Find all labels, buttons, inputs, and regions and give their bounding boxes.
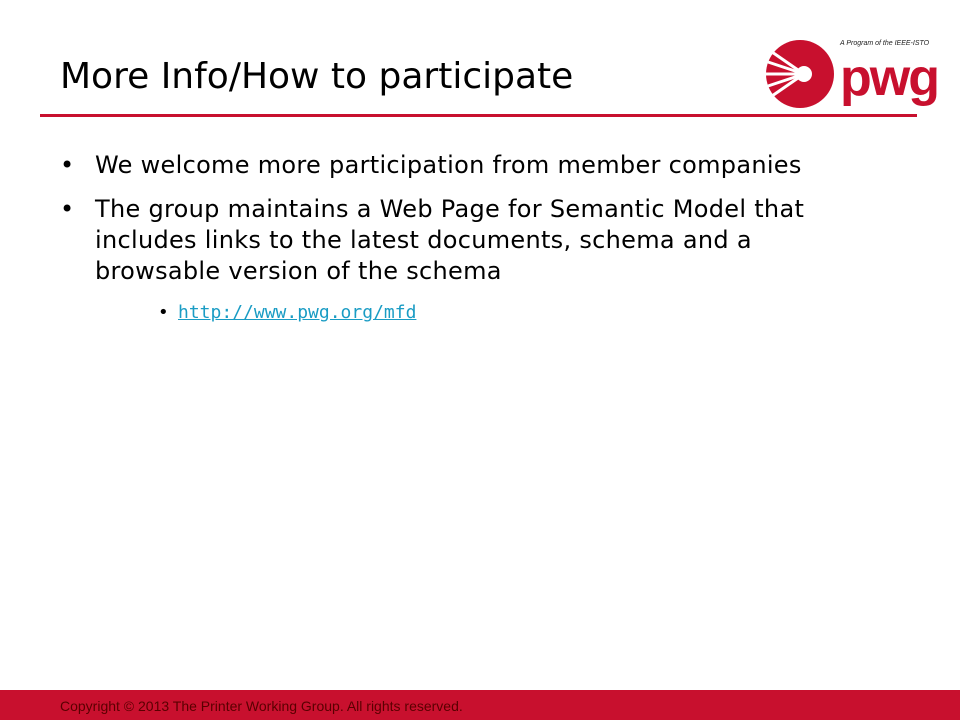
- sub-bullet-item: [158, 300, 880, 326]
- logo-tagline: A Program of the IEEE-ISTO: [840, 40, 930, 47]
- copyright-text: Copyright © 2013 The Printer Working Group. All rights reserved.: [60, 698, 463, 714]
- bullet-icon: •: [60, 195, 75, 223]
- mfd-web-page-link[interactable]: http://www.pwg.org/mfd: [178, 302, 417, 323]
- slide-title: More Info/How to participate: [60, 56, 574, 97]
- pwg-logo: [758, 34, 938, 112]
- footer-bar: [0, 690, 960, 720]
- bullet-text: The group maintains a Web Page for Semantic Model that includes links to the latest documents, schema and a browsable version of the schema: [95, 195, 805, 285]
- pwg-burst-icon: [758, 34, 838, 112]
- bullet-icon: •: [158, 302, 169, 323]
- bullet-item: [60, 150, 880, 181]
- bullet-item: [60, 194, 880, 287]
- bullet-icon: •: [60, 151, 75, 179]
- bullet-text: We welcome more participation from member companies: [95, 151, 802, 179]
- logo-wordmark: pwg: [840, 49, 938, 107]
- slide-body: [60, 150, 880, 326]
- title-divider: [40, 114, 917, 117]
